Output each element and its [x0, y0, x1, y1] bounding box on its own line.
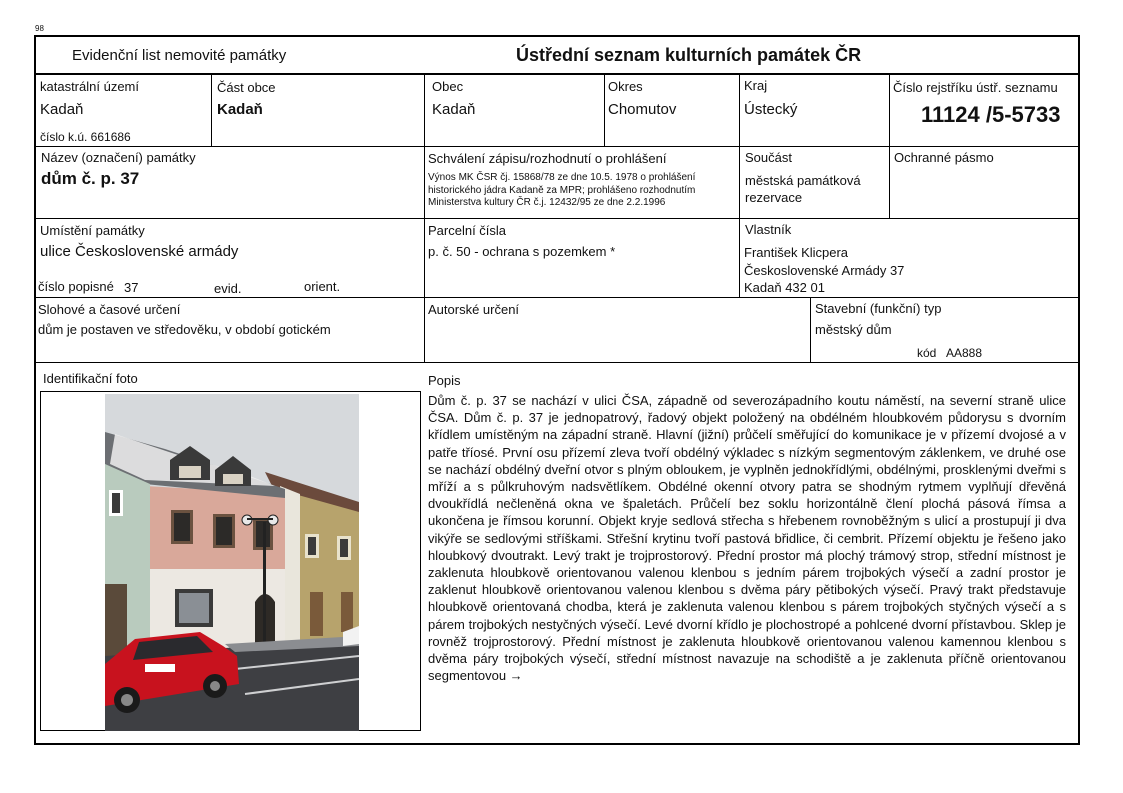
house-number-value: 37 — [124, 280, 139, 295]
district-label: Okres — [608, 79, 643, 94]
protection-zone-label: Ochranné pásmo — [894, 150, 994, 165]
location-label: Umístění památky — [40, 223, 145, 238]
register-title: Ústřední seznam kulturních památek ČR — [516, 45, 862, 65]
house-number-label: číslo popisné — [38, 279, 114, 294]
style-dating-value: dům je postaven ve středověku, v období gotickém — [38, 322, 331, 337]
register-number-label: Číslo rejstříku ústř. seznamu — [893, 80, 1058, 95]
region-label: Kraj — [744, 78, 768, 93]
divider — [35, 218, 1079, 219]
municipality-value: Kadaň — [432, 101, 476, 118]
divider — [604, 74, 605, 146]
code-label: kód — [917, 346, 937, 360]
municipal-part-label: Část obce — [217, 80, 276, 95]
sheet-title: Evidenční list nemovité památky — [72, 47, 287, 64]
district-value: Chomutov — [608, 101, 677, 118]
car-plate-sign — [145, 664, 175, 672]
divider — [35, 297, 1079, 298]
evidence-number-label: evid. — [214, 281, 242, 296]
component-label: Součást — [745, 150, 792, 165]
owner-line: František Klicpera — [744, 245, 849, 260]
owner-line: Kadaň 432 01 — [744, 280, 825, 295]
monument-name-label: Název (označení) památky — [41, 150, 196, 165]
building-type-label: Stavební (funkční) typ — [815, 301, 942, 316]
cadastre-value: Kadaň — [40, 101, 84, 118]
approval-line: historického jádra Kadaně za MPR; prohlášeno rozhodnutím — [428, 184, 696, 196]
divider — [810, 297, 811, 362]
divider — [35, 146, 1079, 147]
region-value: Ústecký — [744, 101, 798, 118]
owner-value — [744, 244, 904, 297]
component-value — [745, 172, 861, 206]
cadastre-number: číslo k.ú. 661686 — [40, 130, 131, 144]
location-value: ulice Československé armády — [40, 243, 239, 260]
description-text: Dům č. p. 37 se nachází v ulici ČSA, západně od severozápadního koutu náměstí, na severní straně ulice ČSA. Dům č. p. 37 je jednopatrový, řadový objekt položený na obdélném hloubkovém půdorysu s dvorním křídlem umístěným na západní straně. Hlavní (jižní) průčelí směřující do komunikace je v přízemí dvojosé a v patře tříosé. První osu přízemí zleva tvoří obdélný výkladec s nízkým segmentovým záklenkem, ve druhé ose se nachází obdélný dveřní otvor s plným obloukem, je vyplněn jednokřídlými, obdélnými, prosklenými dveřmi s mříží a s půlkruhovým nadsvětlíkem. Obdélné okenní otvory patra se shodným rytmem vyplňují dřevěná dvoukřídlá nečleněná okna ve špaletách. Průčelí bez soklu horizontálně člení plochá pásová římsa a ukončena je římsou korunní. Objekt kryje sedlová střecha s hřebenem rovnoběžným s ulicí a prostupují ji dva vikýře se sedlovými stříškami. Střešní krytinu tvoří pastová břidlice, či cembrit. Přízemí objektu je řešeno jako hloubkový dvoutrakt. Levý trakt je trojprostorový. Přední prostor má plochý trámový strop, střední místnost je zaklenuta hloubkově orientovanou valenou klenbou s jedním párem trojbokých výsečí a zadní prostor je zaklenut hloubkově orientovanou valenou klenbou s dvěma páry pětibokých výsečí. Pravý trakt představuje hloubkově orientovaná chodba, která je zaklenuta valenou klenbou s párem trojbokých styčných výsečí a s párem trojbokých nestyčných výsečí. Levé dvorní křídlo je plochostropé a pohlcené dvorní přístavbou. Sklep je rovněž trojprostorový. Přední místnost je zaklenuta hloubkově orientovanou valenou kamennou klenbou s dvěma páry trojbokých výsečí, střední místnost navazuje na schodiště a je zaklenuta příčně orientovanou segmentovou → — [428, 393, 1066, 684]
description-label: Popis — [428, 373, 461, 388]
owner-label: Vlastník — [745, 222, 792, 237]
cadastre-label: katastrální území — [40, 79, 139, 94]
municipality-label: Obec — [432, 79, 464, 94]
component-line: rezervace — [745, 190, 803, 205]
identification-photo — [105, 394, 359, 731]
approval-text — [428, 172, 695, 210]
owner-line: Československé Armády 37 — [744, 262, 905, 278]
code-value: AA888 — [946, 346, 983, 360]
component-line: městská památková — [745, 173, 861, 188]
parcel-value: p. č. 50 - ochrana s pozemkem * — [428, 244, 616, 259]
divider — [35, 73, 1079, 75]
building-type-value: městský dům — [815, 322, 892, 337]
approval-label: Schválení zápisu/rozhodnutí o prohlášení — [428, 151, 667, 166]
author-label: Autorské určení — [428, 302, 520, 317]
monument-name-value: dům č. p. 37 — [41, 169, 140, 188]
register-number-value: 11124 /5-5733 — [921, 102, 1061, 127]
approval-line: Ministerstva kultury ČR č.j. 12432/95 ze dne 2.2.1996 — [428, 197, 666, 208]
style-dating-label: Slohové a časové určení — [38, 302, 181, 317]
approval-line: Výnos MK ČSR čj. 15868/78 ze dne 10.5. 1978 o prohlášení — [428, 172, 696, 183]
municipal-part-value: Kadaň — [217, 101, 263, 118]
parcel-label: Parcelní čísla — [428, 223, 507, 238]
orientation-number-label: orient. — [304, 279, 341, 294]
page-number: 98 — [35, 24, 44, 33]
divider — [739, 74, 740, 297]
divider — [35, 362, 1079, 363]
divider — [211, 74, 212, 146]
photo-label: Identifikační foto — [43, 371, 138, 386]
